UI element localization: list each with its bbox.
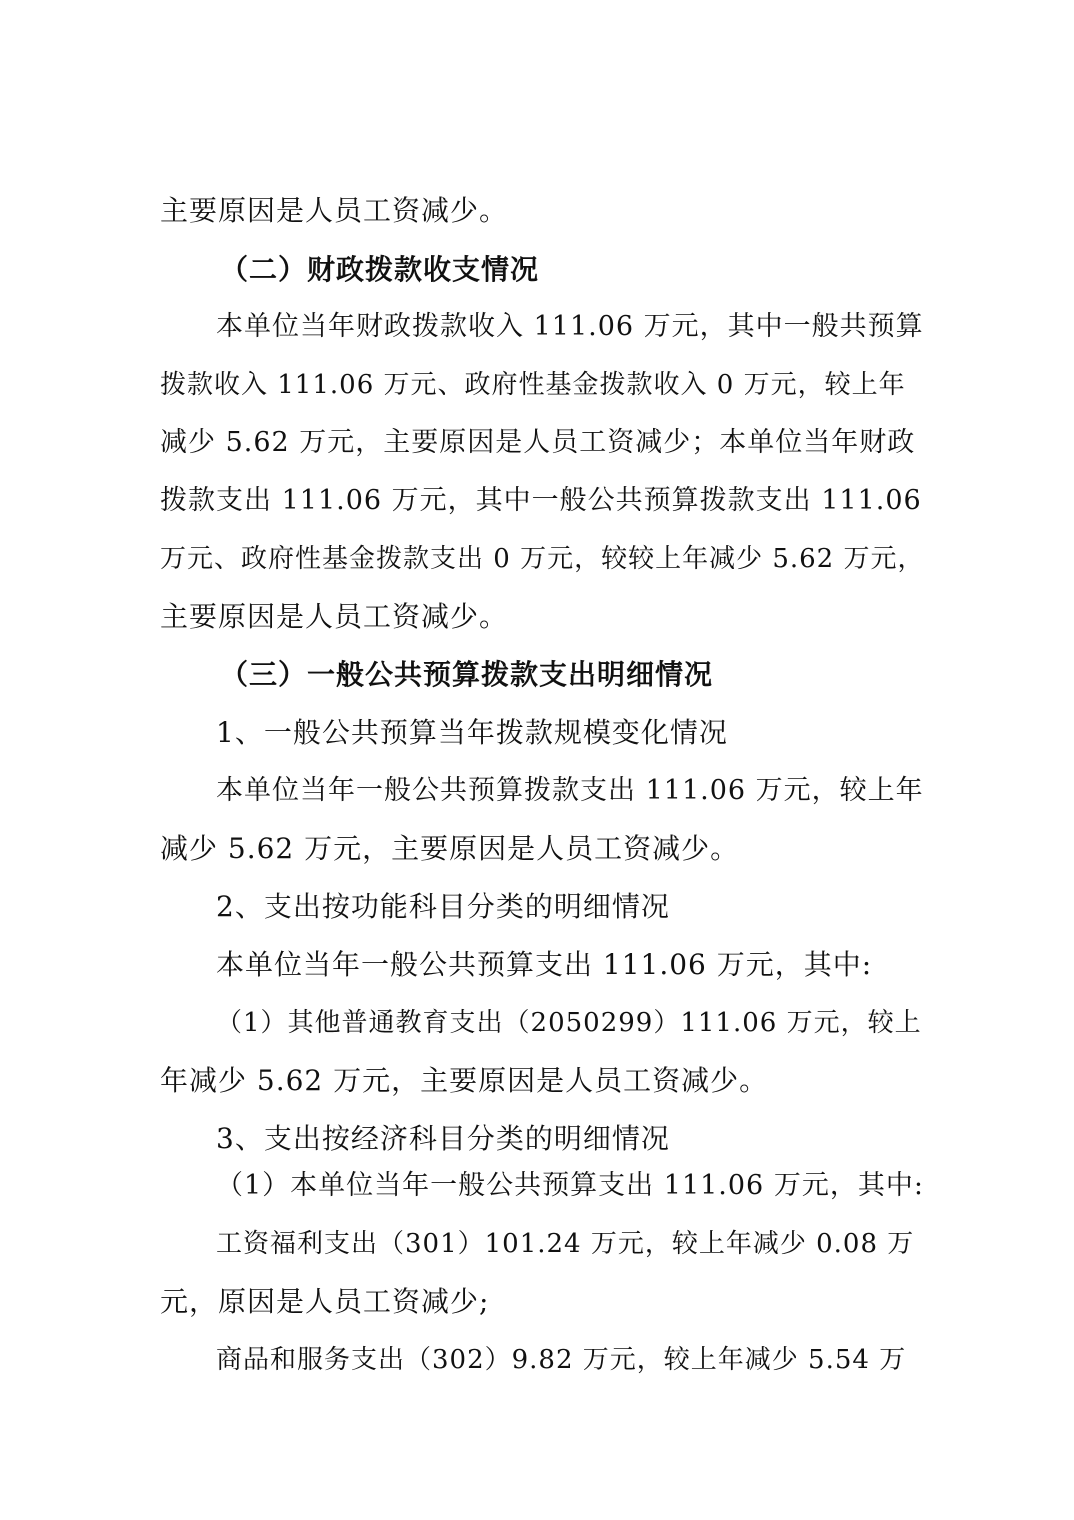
paragraph-line: 拨款收入 111.06 万元、政府性基金拨款收入 0 万元，较上年 — [160, 370, 906, 400]
paragraph-line: 本单位当年一般公共预算支出 111.06 万元，其中: — [216, 948, 873, 981]
section-heading-3: （三）一般公共预算拨款支出明细情况 — [220, 658, 714, 691]
paragraph-line: 拨款支出 111.06 万元，其中一般公共预算拨款支出 111.06 — [160, 485, 922, 516]
paragraph-line: 本单位当年财政拨款收入 111.06 万元，其中一般共预算 — [216, 311, 924, 342]
paragraph-line: （1）本单位当年一般公共预算支出 111.06 万元，其中: — [216, 1170, 924, 1201]
paragraph-line: 主要原因是人员工资减少。 — [160, 600, 509, 633]
paragraph-line: 元，原因是人员工资减少; — [160, 1285, 490, 1318]
subsection-heading: 1、一般公共预算当年拨款规模变化情况 — [216, 716, 728, 749]
paragraph-line: 工资福利支出（301）101.24 万元，较上年减少 0.08 万 — [216, 1229, 915, 1259]
paragraph-line: 减少 5.62 万元，主要原因是人员工资减少。 — [160, 832, 740, 865]
paragraph-line: （1）其他普通教育支出（2050299）111.06 万元，较上 — [216, 1008, 922, 1038]
section-heading-2: （二）财政拨款收支情况 — [220, 253, 540, 286]
paragraph-line: 万元、政府性基金拨款支出 0 万元，较较上年减少 5.62 万元， — [160, 544, 925, 574]
subsection-heading: 2、支出按功能科目分类的明细情况 — [216, 890, 670, 923]
paragraph-line: 年减少 5.62 万元，主要原因是人员工资减少。 — [160, 1064, 769, 1097]
paragraph-line: 商品和服务支出（302）9.82 万元，较上年减少 5.54 万 — [216, 1345, 907, 1375]
paragraph-line: 本单位当年一般公共预算拨款支出 111.06 万元，较上年 — [216, 775, 924, 806]
paragraph-line: 主要原因是人员工资减少。 — [160, 194, 509, 227]
subsection-heading: 3、支出按经济科目分类的明细情况 — [216, 1122, 670, 1155]
paragraph-line: 减少 5.62 万元，主要原因是人员工资减少；本单位当年财政 — [160, 427, 916, 458]
